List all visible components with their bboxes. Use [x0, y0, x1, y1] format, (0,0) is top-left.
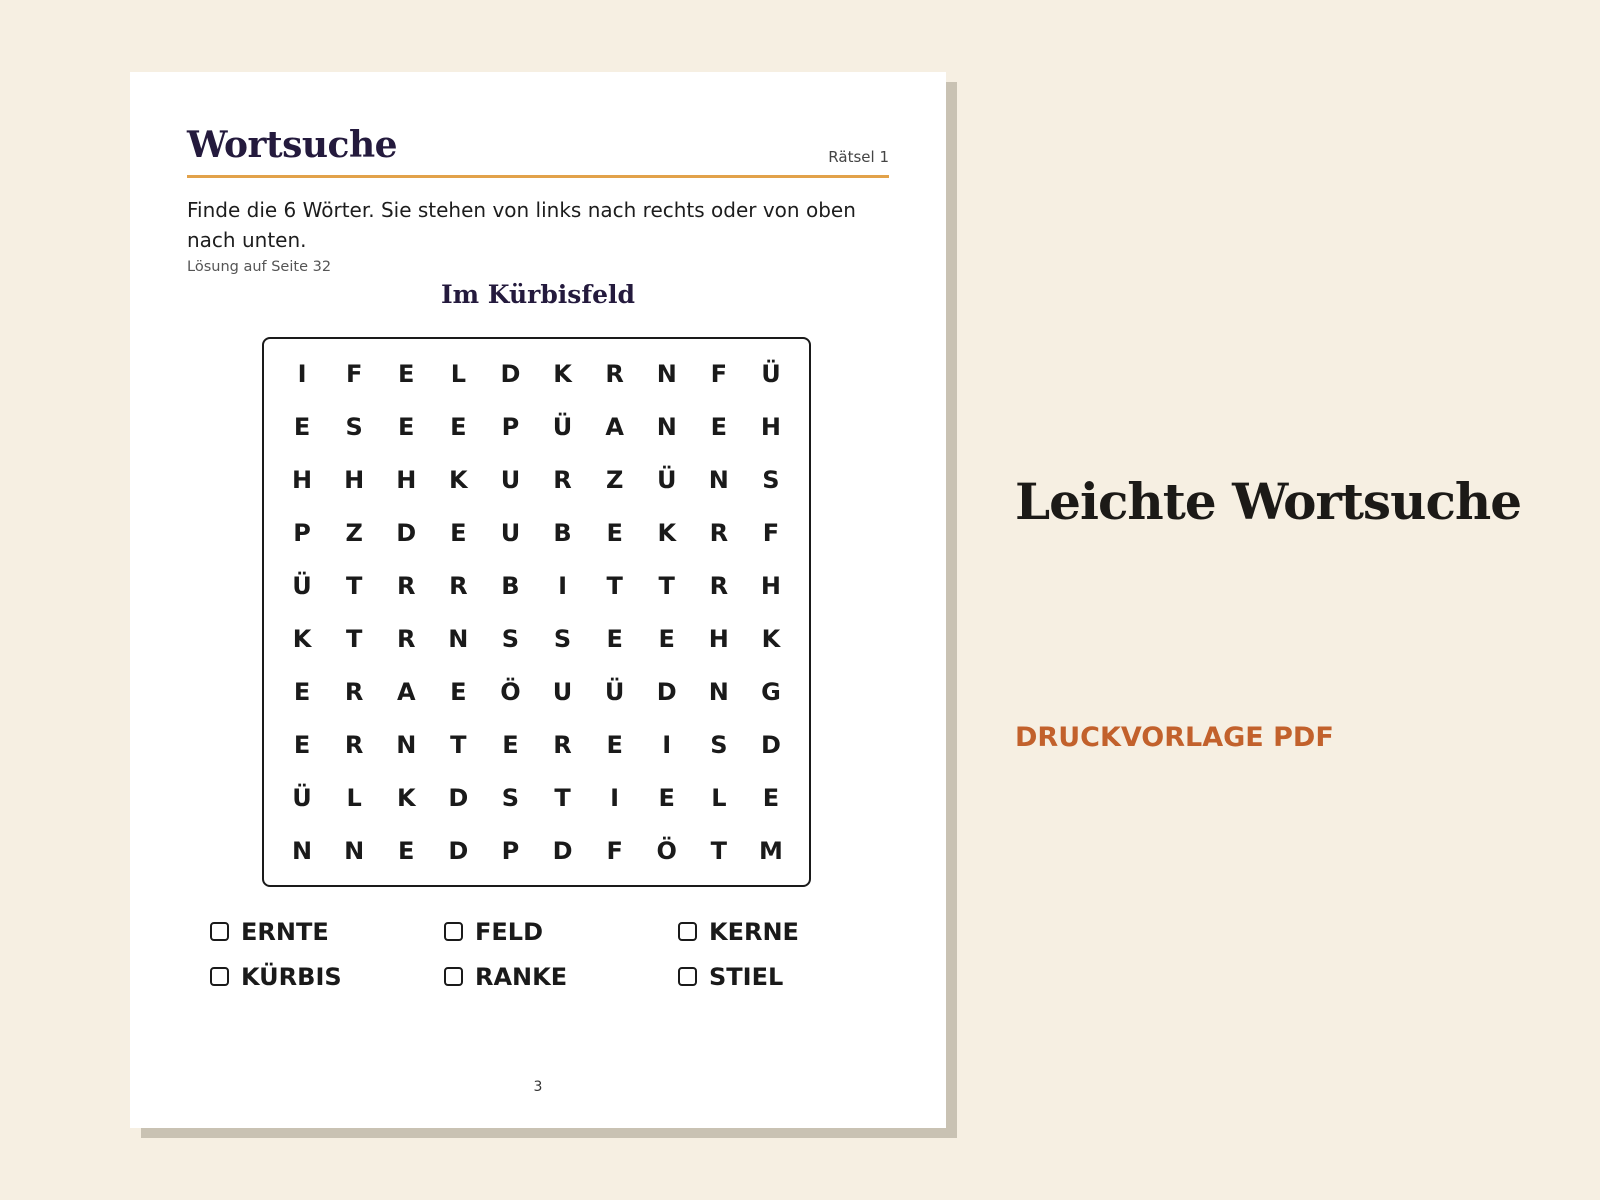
grid-cell: Z	[605, 465, 624, 494]
grid-cell: Ü	[761, 359, 781, 388]
grid-cell: Ü	[552, 412, 573, 441]
grid-cell: I	[662, 730, 672, 759]
grid-cell: N	[396, 730, 417, 759]
grid-cell: N	[344, 836, 365, 865]
grid-cell: E	[450, 412, 467, 441]
grid-cell: F	[606, 836, 623, 865]
grid-cell: R	[709, 518, 729, 547]
grid-cell: N	[448, 624, 469, 653]
grid-cell: E	[450, 677, 467, 706]
grid-cell: T	[450, 730, 467, 759]
grid-cell: H	[708, 624, 729, 653]
grid-cell: I	[297, 359, 307, 388]
grid-cell: D	[656, 677, 677, 706]
grid-cell: U	[500, 465, 521, 494]
word-label: KÜRBIS	[241, 962, 342, 991]
grid-cell: M	[758, 836, 783, 865]
grid-cell: S	[345, 412, 363, 441]
grid-cell: E	[293, 730, 311, 759]
grid-cell: Ö	[500, 677, 521, 706]
promo-subtitle: DRUCKVORLAGE PDF	[1015, 722, 1334, 753]
grid-cell: E	[606, 730, 623, 759]
grid-cell: F	[710, 359, 728, 388]
grid-cell: A	[396, 677, 416, 706]
title-underline	[187, 175, 889, 178]
grid-cell: T	[345, 571, 363, 600]
grid-cell: E	[398, 359, 415, 388]
grid-cell: R	[397, 624, 416, 653]
word-item	[210, 954, 444, 999]
grid-cell: E	[398, 412, 415, 441]
grid-cell: R	[344, 730, 364, 759]
grid-cell: H	[344, 465, 365, 494]
grid-cell: Ü	[604, 677, 625, 706]
grid-cell: Ü	[656, 465, 677, 494]
grid-cell: E	[398, 836, 415, 865]
grid-cell: E	[606, 624, 623, 653]
grid-cell: D	[396, 518, 417, 547]
instructions: Finde die 6 Wörter. Sie stehen von links nach rechts oder von oben nach unten.	[187, 198, 856, 252]
grid-cell: D	[448, 836, 469, 865]
word-label: FELD	[475, 917, 544, 946]
grid-cell: E	[502, 730, 519, 759]
grid-cell: R	[709, 571, 729, 600]
grid-cell: N	[292, 836, 313, 865]
grid-cell: I	[610, 783, 620, 812]
word-label: KERNE	[709, 917, 799, 946]
grid-cell: Ü	[292, 571, 312, 600]
grid-cell: D	[760, 730, 781, 759]
grid-cell: E	[450, 518, 467, 547]
grid-cell: T	[554, 783, 571, 812]
grid-cell: N	[656, 412, 677, 441]
grid-cell: H	[292, 465, 313, 494]
word-item	[678, 909, 910, 954]
word-item	[444, 909, 678, 954]
grid-cell: N	[656, 359, 677, 388]
word-checkbox[interactable]	[210, 922, 229, 941]
word-list	[210, 909, 910, 999]
grid-cell: K	[292, 624, 312, 653]
grid-cell: R	[553, 465, 572, 494]
grid-cell: P	[501, 412, 520, 441]
grid-cell: P	[293, 518, 311, 547]
grid-cell: F	[762, 518, 780, 547]
grid-cell: R	[553, 730, 572, 759]
grid-cell: L	[346, 783, 362, 812]
word-label: RANKE	[475, 962, 568, 991]
word-item	[444, 954, 678, 999]
promo-title: Leichte Wortsuche	[1015, 472, 1522, 531]
grid-cell: E	[293, 677, 311, 706]
grid-cell: Ö	[656, 836, 677, 865]
grid-cell: B	[501, 571, 520, 600]
letter-grid	[262, 337, 811, 887]
word-item	[678, 954, 910, 999]
grid-cell: U	[552, 677, 573, 706]
grid-cell: E	[710, 412, 728, 441]
word-checkbox[interactable]	[678, 922, 697, 941]
puzzle-title: Im Kürbisfeld	[440, 280, 636, 309]
grid-cell: R	[344, 677, 364, 706]
grid-cell: H	[396, 465, 417, 494]
grid-cell: Z	[345, 518, 363, 547]
grid-cell: K	[396, 783, 416, 812]
grid-cell: S	[501, 783, 520, 812]
word-checkbox[interactable]	[678, 967, 697, 986]
grid-cell: R	[449, 571, 468, 600]
grid-cell: E	[658, 783, 675, 812]
grid-cell: T	[345, 624, 363, 653]
worksheet-page	[130, 72, 946, 1128]
puzzle-label: Rätsel 1	[828, 148, 889, 166]
grid-cell: L	[711, 783, 727, 812]
word-checkbox[interactable]	[210, 967, 229, 986]
grid-cell: H	[760, 571, 781, 600]
grid-cell: L	[450, 359, 466, 388]
grid-cell: U	[500, 518, 521, 547]
grid-cell: Ü	[292, 783, 312, 812]
grid-cell: D	[448, 783, 469, 812]
grid-cell: T	[606, 571, 623, 600]
grid-cell: K	[761, 624, 781, 653]
page-title: Wortsuche	[187, 124, 398, 166]
grid-cell: G	[761, 677, 781, 706]
word-label: ERNTE	[241, 917, 329, 946]
page-number: 3	[533, 1079, 543, 1095]
grid-cell: P	[501, 836, 520, 865]
grid-cell: H	[760, 412, 781, 441]
grid-cell: E	[658, 624, 675, 653]
grid-cell: T	[658, 571, 675, 600]
grid-cell: E	[293, 412, 311, 441]
grid-cell: S	[710, 730, 728, 759]
grid-cell: R	[397, 571, 416, 600]
grid-cell: E	[606, 518, 623, 547]
grid-cell: K	[449, 465, 468, 494]
grid-cell: K	[657, 518, 677, 547]
grid-cell: I	[558, 571, 567, 600]
word-item	[210, 909, 444, 954]
word-checkbox[interactable]	[444, 922, 463, 941]
grid-cell: S	[553, 624, 572, 653]
grid-cell: S	[501, 624, 520, 653]
grid-cell: R	[605, 359, 624, 388]
grid-cell: D	[552, 836, 573, 865]
grid-cell: D	[500, 359, 521, 388]
grid-cell: N	[708, 465, 729, 494]
solution-hint: Lösung auf Seite 32	[187, 259, 332, 275]
grid-cell: N	[708, 677, 729, 706]
grid-cell: F	[345, 359, 363, 388]
grid-cell: T	[710, 836, 728, 865]
grid-cell: A	[605, 412, 624, 441]
grid-cell: K	[553, 359, 572, 388]
grid-cell: B	[553, 518, 572, 547]
word-label: STIEL	[709, 962, 784, 991]
grid-cell: E	[762, 783, 780, 812]
grid-cell: S	[762, 465, 780, 494]
word-checkbox[interactable]	[444, 967, 463, 986]
